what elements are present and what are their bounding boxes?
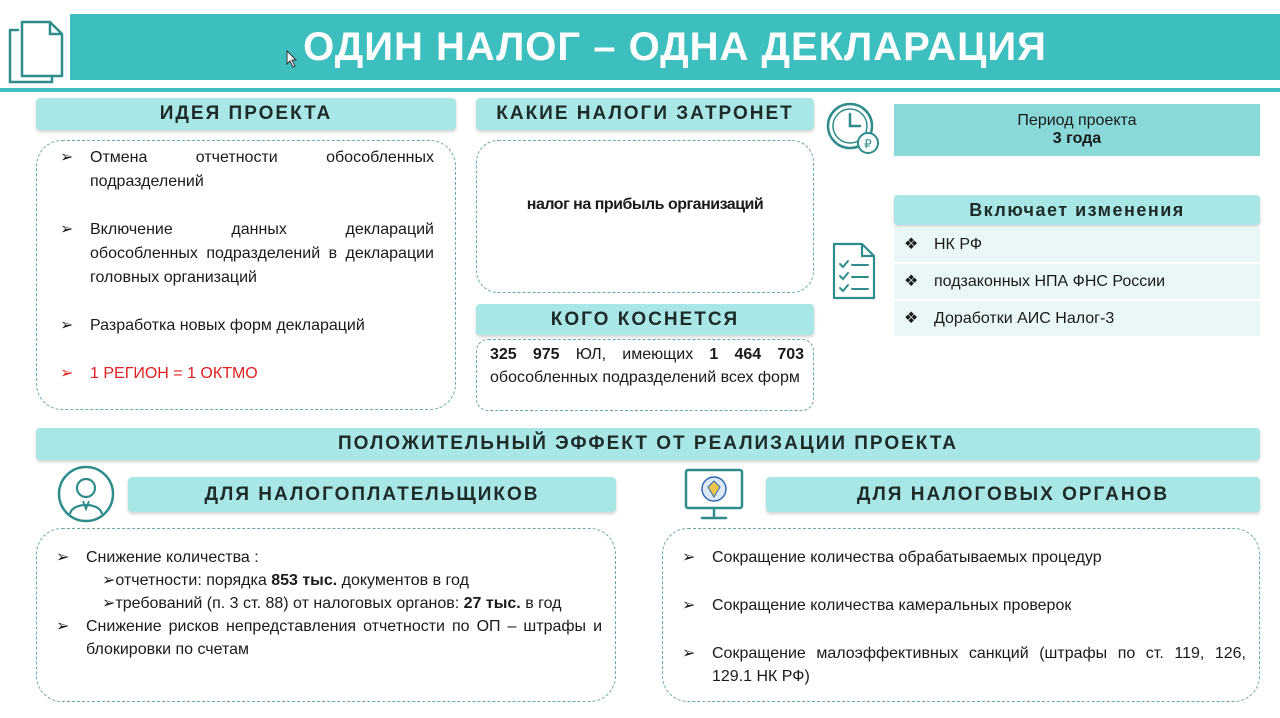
authorities-list bbox=[682, 546, 1246, 688]
whom-text-b: обособленных подразделений всех форм bbox=[490, 369, 800, 386]
list-item: ➢ Сокращение количества камеральных проверок bbox=[682, 594, 1246, 617]
title-divider bbox=[0, 88, 1280, 92]
clock-icon bbox=[822, 98, 884, 160]
list-item: ➢ Включение данных деклараций обособленных подразделений в декларации головных организаций bbox=[60, 218, 434, 290]
whom-heading: КОГО КОСНЕТСЯ bbox=[476, 304, 814, 335]
arrow-bullet-icon: ➢ bbox=[682, 645, 696, 662]
list-item: ➢отчетности: порядка 853 тыс. документов в год bbox=[102, 572, 469, 589]
taxpayers-heading: ДЛЯ НАЛОГОПЛАТЕЛЬЩИКОВ bbox=[128, 477, 616, 512]
cursor-icon bbox=[286, 50, 298, 68]
list-item: ➢ Разработка новых форм деклараций bbox=[60, 314, 434, 338]
diamond-bullet-icon: ❖ bbox=[904, 273, 919, 290]
arrow-bullet-icon: ➢ bbox=[682, 597, 696, 614]
list-item: ❖ Доработки АИС Налог-3 bbox=[904, 301, 1254, 338]
arrow-bullet-icon: ➢ bbox=[60, 149, 74, 166]
changes-list bbox=[904, 227, 1254, 338]
effect-heading: ПОЛОЖИТЕЛЬНЫЙ ЭФФЕКТ ОТ РЕАЛИЗАЦИИ ПРОЕКТА bbox=[36, 428, 1260, 460]
diamond-bullet-icon: ❖ bbox=[904, 310, 919, 327]
arrow-bullet-icon: ➢ bbox=[60, 221, 74, 238]
sub-arrow-icon: ➢ bbox=[102, 572, 116, 589]
list-item: ➢ Сокращение малоэффективных санкций (штрафы по ст. 119, 126, 129.1 НК РФ) bbox=[682, 642, 1246, 688]
taxpayers-content bbox=[56, 546, 602, 661]
arrow-bullet-icon: ➢ bbox=[60, 317, 74, 334]
idea-list bbox=[60, 146, 434, 386]
list-item: ❖ подзаконных НПА ФНС России bbox=[904, 264, 1254, 301]
monitor-emblem-icon bbox=[682, 466, 746, 524]
list-item: ➢ 1 РЕГИОН = 1 ОКТМО bbox=[60, 362, 434, 386]
person-icon bbox=[56, 464, 116, 524]
idea-heading: ИДЕЯ ПРОЕКТА bbox=[36, 98, 456, 130]
changes-heading: Включает изменения bbox=[894, 195, 1260, 225]
list-item: ➢ Отмена отчетности обособленных подразделений bbox=[60, 146, 434, 194]
arrow-bullet-icon: ➢ bbox=[56, 618, 70, 635]
period-label: Период проекта bbox=[1017, 112, 1137, 129]
list-item: ➢требований (п. 3 ст. 88) от налоговых органов: 27 тыс. в год bbox=[102, 595, 562, 612]
whom-text-a: ЮЛ, имеющих bbox=[575, 346, 694, 363]
authorities-heading: ДЛЯ НАЛОГОВЫХ ОРГАНОВ bbox=[766, 477, 1260, 512]
svg-text:₽: ₽ bbox=[864, 137, 872, 151]
list-item: ➢ Снижение рисков непредставления отчетности по ОП – штрафы и блокировки по счетам bbox=[56, 615, 602, 661]
taxes-panel bbox=[476, 140, 814, 293]
period-value: 3 года bbox=[1052, 130, 1102, 147]
arrow-bullet-icon: ➢ bbox=[56, 549, 70, 566]
checklist-icon bbox=[830, 240, 878, 302]
list-item: ❖ НК РФ bbox=[904, 227, 1254, 264]
diamond-bullet-icon: ❖ bbox=[904, 236, 919, 253]
doc-icon bbox=[4, 14, 66, 84]
list-item: ➢ Снижение количества : bbox=[56, 546, 602, 569]
arrow-bullet-icon: ➢ bbox=[682, 549, 696, 566]
taxes-text: налог на прибыль организаций bbox=[526, 196, 764, 213]
period-box bbox=[894, 104, 1260, 156]
taxes-heading: КАКИЕ НАЛОГИ ЗАТРОНЕТ bbox=[476, 98, 814, 130]
sub-arrow-icon: ➢ bbox=[102, 595, 116, 612]
count-op: 1 464 703 bbox=[709, 346, 805, 363]
whom-text bbox=[490, 343, 804, 389]
list-item: ➢ Сокращение количества обрабатываемых процедур bbox=[682, 546, 1246, 569]
count-ul: 325 975 bbox=[490, 346, 560, 363]
arrow-bullet-icon: ➢ bbox=[60, 365, 74, 382]
page-title: ОДИН НАЛОГ – ОДНА ДЕКЛАРАЦИЯ bbox=[303, 24, 1047, 69]
